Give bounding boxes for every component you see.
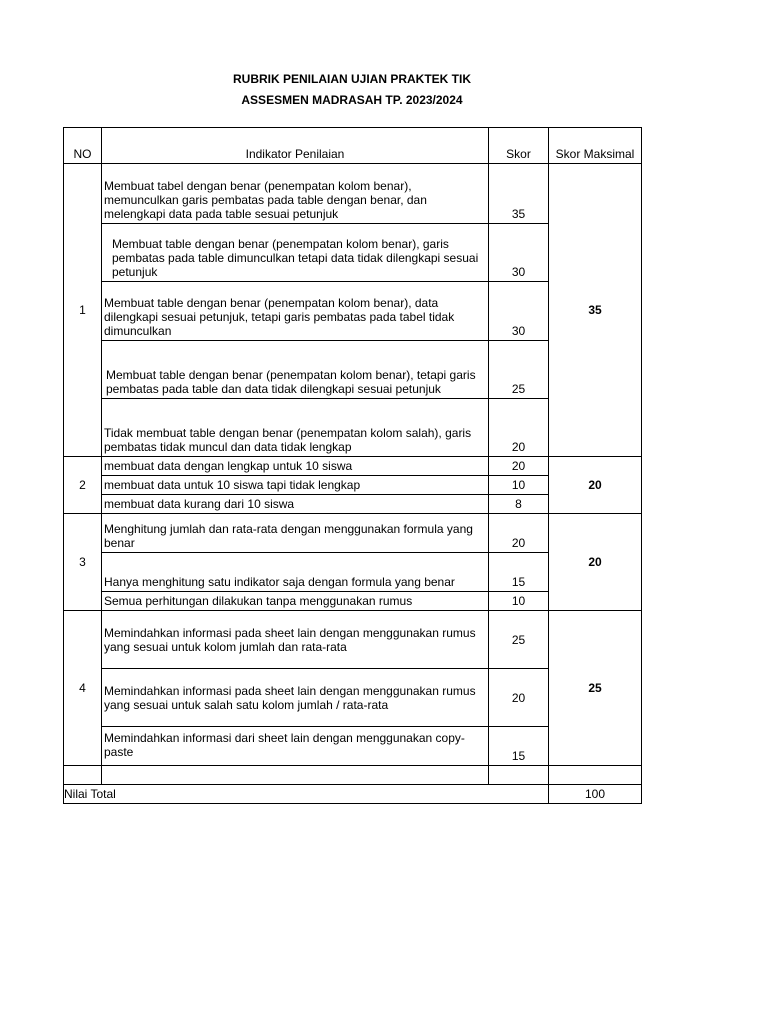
group-1-max: 35 bbox=[549, 164, 642, 457]
skor-3-2: 15 bbox=[489, 553, 549, 592]
skor-2-1: 20 bbox=[489, 457, 549, 476]
document-title: RUBRIK PENILAIAN UJIAN PRAKTEK TIK bbox=[232, 72, 471, 86]
header-indikator: Indikator Penilaian bbox=[102, 128, 489, 164]
indicator-1-3: Membuat table dengan benar (penempatan kolom benar), data dilengkapi sesuai petunjuk, tetapi garis pembatas pada tabel tidak dimunculkan bbox=[102, 282, 489, 341]
indicator-4-2: Memindahkan informasi pada sheet lain dengan menggunakan rumus yang sesuai untuk salah satu kolom jumlah / rata-rata bbox=[102, 669, 489, 727]
table-row bbox=[64, 164, 642, 224]
skor-4-1: 25 bbox=[489, 611, 549, 669]
group-3-max: 20 bbox=[549, 514, 642, 611]
indicator-2-2: membuat data untuk 10 siswa tapi tidak lengkap bbox=[102, 476, 489, 495]
rubric-table bbox=[63, 127, 642, 804]
total-row bbox=[64, 785, 642, 804]
header-skor: Skor bbox=[489, 128, 549, 164]
skor-1-3: 30 bbox=[489, 282, 549, 341]
indicator-1-5: Tidak membuat table dengan benar (penempatan kolom salah), garis pembatas tidak muncul dan data tidak lengkap bbox=[102, 399, 489, 457]
skor-4-2: 20 bbox=[489, 669, 549, 727]
indicator-1-4: Membuat table dengan benar (penempatan kolom benar), tetapi garis pembatas pada table dan data tidak dilengkapi sesuai petunjuk bbox=[102, 341, 489, 399]
group-4-no: 4 bbox=[64, 611, 102, 766]
indicator-4-3: Memindahkan informasi dari sheet lain dengan menggunakan copy-paste bbox=[102, 727, 489, 766]
table-row bbox=[64, 457, 642, 476]
empty-cell bbox=[102, 766, 489, 785]
empty-cell bbox=[64, 766, 102, 785]
total-value: 100 bbox=[549, 785, 642, 804]
indicator-4-1: Memindahkan informasi pada sheet lain dengan menggunakan rumus yang sesuai untuk kolom jumlah dan rata-rata bbox=[102, 611, 489, 669]
indicator-1-2: Membuat table dengan benar (penempatan kolom benar), garis pembatas pada table dimunculkan tetapi data tidak dilengkapi sesuai petunjuk bbox=[102, 224, 489, 282]
skor-1-4: 25 bbox=[489, 341, 549, 399]
header-no: NO bbox=[64, 128, 102, 164]
skor-3-3: 10 bbox=[489, 592, 549, 611]
empty-cell bbox=[489, 766, 549, 785]
indicator-2-1: membuat data dengan lengkap untuk 10 siswa bbox=[102, 457, 489, 476]
total-label: Nilai Total bbox=[64, 785, 549, 804]
skor-1-5: 20 bbox=[489, 399, 549, 457]
indicator-3-2: Hanya menghitung satu indikator saja dengan formula yang benar bbox=[102, 553, 489, 592]
indicator-3-1: Menghitung jumlah dan rata-rata dengan menggunakan formula yang benar bbox=[102, 514, 489, 553]
table-row bbox=[64, 611, 642, 669]
table-row bbox=[64, 514, 642, 553]
group-2-no: 2 bbox=[64, 457, 102, 514]
group-3-no: 3 bbox=[64, 514, 102, 611]
skor-2-2: 10 bbox=[489, 476, 549, 495]
skor-1-1: 35 bbox=[489, 164, 549, 224]
indicator-1-1: Membuat tabel dengan benar (penempatan kolom benar), memunculkan garis pembatas pada table dengan benar, dan melengkapi data pada table sesuai petunjuk bbox=[102, 164, 489, 224]
indicator-2-3: membuat data kurang dari 10 siswa bbox=[102, 495, 489, 514]
header-skor-maksimal: Skor Maksimal bbox=[549, 128, 642, 164]
skor-4-3: 15 bbox=[489, 727, 549, 766]
skor-2-3: 8 bbox=[489, 495, 549, 514]
document-subtitle: ASSESMEN MADRASAH TP. 2023/2024 bbox=[241, 93, 463, 107]
group-4-max: 25 bbox=[549, 611, 642, 766]
group-2-max: 20 bbox=[549, 457, 642, 514]
empty-row bbox=[64, 766, 642, 785]
skor-3-1: 20 bbox=[489, 514, 549, 553]
skor-1-2: 30 bbox=[489, 224, 549, 282]
indicator-3-3: Semua perhitungan dilakukan tanpa menggunakan rumus bbox=[102, 592, 489, 611]
empty-cell bbox=[549, 766, 642, 785]
table-header-row bbox=[64, 128, 642, 164]
group-1-no: 1 bbox=[64, 164, 102, 457]
